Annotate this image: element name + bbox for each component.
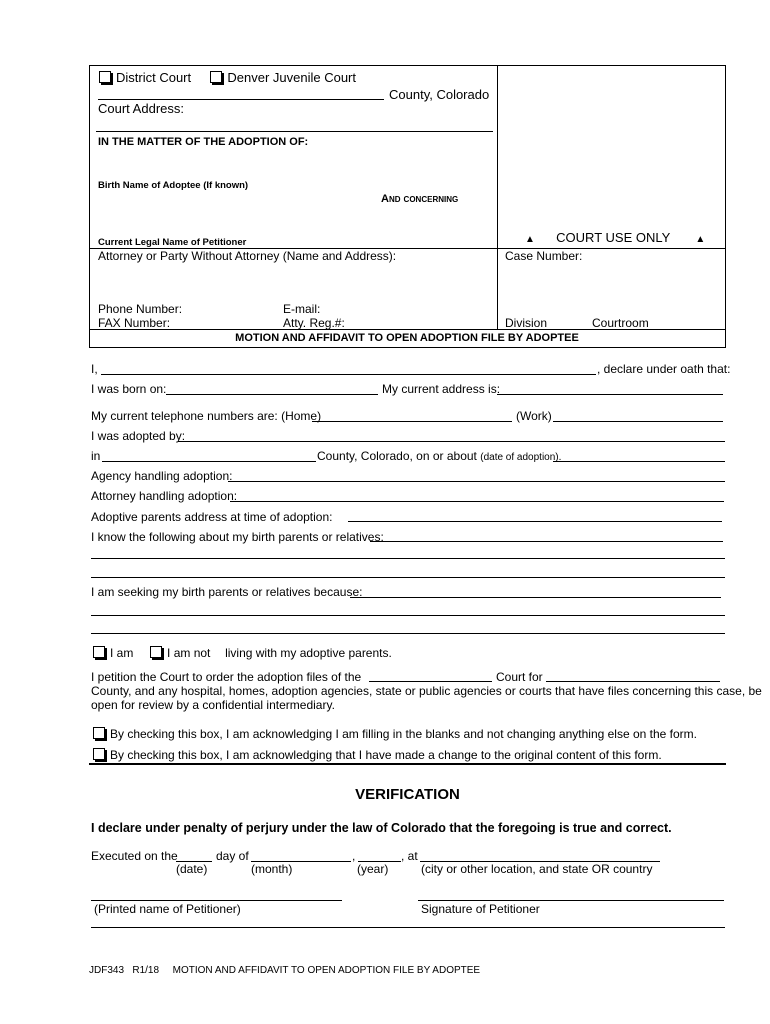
executed-on-label: Executed on the bbox=[91, 849, 178, 863]
phone-home-label: My current telephone numbers are: (Home) bbox=[91, 409, 322, 423]
case-number-label: Case Number: bbox=[505, 249, 583, 263]
caption-divider bbox=[497, 65, 498, 330]
verification-heading: VERIFICATION bbox=[355, 786, 460, 803]
court-address-label: Court Address: bbox=[98, 101, 184, 116]
signature-blank[interactable] bbox=[418, 900, 724, 901]
know-following-blank-1[interactable] bbox=[370, 541, 723, 542]
work-label: (Work) bbox=[516, 409, 552, 423]
county-on-or-about-text: County, Colorado, on or about bbox=[317, 449, 477, 463]
court-address-rule bbox=[96, 131, 493, 132]
i-prefix: I, bbox=[91, 362, 98, 376]
i-am-not-checkbox[interactable] bbox=[150, 646, 162, 658]
living-with-label: living with my adoptive parents. bbox=[225, 646, 392, 660]
know-following-blank-2[interactable] bbox=[91, 558, 725, 559]
courtroom-label: Courtroom bbox=[592, 316, 649, 330]
fax-number-label: FAX Number: bbox=[98, 316, 171, 330]
seeking-label: I am seeking my birth parents or relatives because: bbox=[91, 585, 363, 599]
petition-court-blank[interactable] bbox=[369, 681, 492, 682]
current-address-blank[interactable] bbox=[497, 394, 723, 395]
verification-bottom-rule bbox=[91, 927, 725, 928]
denver-juvenile-checkbox[interactable] bbox=[210, 71, 222, 83]
living-status-row bbox=[93, 646, 392, 660]
form-title: MOTION AND AFFIDAVIT TO OPEN ADOPTION FILE BY ADOPTEE bbox=[235, 332, 579, 344]
year-caption: (year) bbox=[357, 862, 389, 876]
printed-name-caption: (Printed name of Petitioner) bbox=[94, 902, 241, 916]
court-type-row bbox=[99, 70, 356, 85]
attorney-label: Attorney or Party Without Attorney (Name and Address): bbox=[98, 249, 397, 263]
court-use-only-row bbox=[525, 230, 705, 245]
signature-caption: Signature of Petitioner bbox=[421, 902, 540, 916]
born-on-blank[interactable] bbox=[166, 394, 378, 395]
phone-work-blank[interactable] bbox=[553, 421, 723, 422]
county-colorado-label: County, Colorado bbox=[389, 87, 490, 102]
declare-penalty: I declare under penalty of perjury under the law of Colorado that the foregoing is true and correct. bbox=[91, 821, 672, 835]
in-the-matter-heading: IN THE MATTER OF THE ADOPTION OF: bbox=[98, 136, 309, 148]
petition-line-1 bbox=[91, 670, 361, 684]
i-am-label: I am bbox=[110, 646, 134, 660]
adopted-by-blank[interactable] bbox=[178, 441, 725, 442]
date-caption: (date) bbox=[176, 862, 208, 876]
footer-title: MOTION AND AFFIDAVIT TO OPEN ADOPTION FILE BY ADOPTEE bbox=[172, 965, 481, 976]
court-use-only-label: COURT USE ONLY bbox=[556, 230, 671, 245]
ack-no-change-row bbox=[93, 727, 697, 741]
ack-no-change-checkbox[interactable] bbox=[93, 727, 105, 739]
adoptive-address-blank[interactable] bbox=[348, 521, 722, 522]
petition-county-blank[interactable] bbox=[546, 681, 720, 682]
denver-juvenile-label: Denver Juvenile Court bbox=[227, 70, 356, 85]
declare-oath-label: , declare under oath that: bbox=[597, 362, 731, 376]
ack-change-row bbox=[93, 748, 662, 762]
current-legal-name-label: Current Legal Name of Petitioner bbox=[98, 237, 247, 248]
city-caption: (city or other location, and state OR country bbox=[421, 862, 653, 876]
petition-text-1: I petition the Court to order the adoption files of the bbox=[91, 670, 362, 684]
county-blank[interactable] bbox=[98, 99, 384, 100]
court-for-label: Court for bbox=[496, 670, 543, 684]
day-of-label: day of bbox=[216, 849, 249, 863]
in-label: in bbox=[91, 449, 101, 463]
seeking-blank-1[interactable] bbox=[350, 597, 721, 598]
know-following-blank-3[interactable] bbox=[91, 577, 725, 578]
up-arrow-icon: ▲ bbox=[695, 234, 706, 245]
month-caption: (month) bbox=[251, 862, 293, 876]
adoption-county-blank[interactable] bbox=[102, 461, 316, 462]
district-court-label: District Court bbox=[116, 70, 192, 85]
current-address-label: My current address is: bbox=[382, 382, 501, 396]
at-label: , at bbox=[401, 849, 418, 863]
phone-home-blank[interactable] bbox=[312, 421, 512, 422]
caption-box bbox=[89, 65, 726, 348]
email-label: E-mail: bbox=[283, 302, 321, 316]
and-concerning-label: And concerning bbox=[381, 193, 459, 205]
phone-number-label: Phone Number: bbox=[98, 302, 183, 316]
seeking-blank-2[interactable] bbox=[91, 615, 725, 616]
footer-form-id: JDF343 R1/18 bbox=[89, 965, 160, 976]
ack-change-checkbox[interactable] bbox=[93, 748, 105, 760]
division-label: Division bbox=[505, 316, 548, 330]
adoptive-address-label: Adoptive parents address at time of adoption: bbox=[91, 510, 333, 524]
adoption-date-blank[interactable] bbox=[553, 461, 725, 462]
i-am-not-label: I am not bbox=[167, 646, 211, 660]
ack-no-change-label: By checking this box, I am acknowledging I am filling in the blanks and not changing anything else on the form. bbox=[110, 727, 698, 741]
seeking-blank-3[interactable] bbox=[91, 633, 725, 634]
attorney-handling-label: Attorney handling adoption: bbox=[91, 489, 238, 503]
ack-change-label: By checking this box, I am acknowledging that I have made a change to the original content of this form. bbox=[110, 748, 662, 762]
verification-separator bbox=[89, 763, 726, 765]
i-am-checkbox[interactable] bbox=[93, 646, 105, 658]
county-on-or-about-label bbox=[317, 449, 561, 463]
adopted-by-label: I was adopted by: bbox=[91, 429, 186, 443]
know-following-label: I know the following about my birth parents or relatives: bbox=[91, 530, 384, 544]
petition-text-2: County, and any hospital, homes, adoption agencies, state or public agencies or courts that have files concerning this case, be bbox=[91, 684, 762, 698]
printed-name-blank[interactable] bbox=[91, 900, 342, 901]
birth-name-label: Birth Name of Adoptee (If known) bbox=[98, 180, 249, 191]
atty-reg-label: Atty. Reg.#: bbox=[283, 316, 345, 330]
footer bbox=[89, 965, 480, 976]
declarant-name-blank[interactable] bbox=[101, 374, 596, 375]
up-arrow-icon: ▲ bbox=[525, 234, 535, 245]
born-on-label: I was born on: bbox=[91, 382, 167, 396]
petition-text-3: open for review by a confidential intermediary. bbox=[91, 698, 335, 712]
district-court-checkbox[interactable] bbox=[99, 71, 111, 83]
date-of-adoption-text: (date of adoption). bbox=[480, 452, 562, 463]
attorney-handling-blank[interactable] bbox=[230, 501, 724, 502]
comma-label: , bbox=[352, 849, 356, 863]
agency-blank[interactable] bbox=[228, 481, 725, 482]
agency-label: Agency handling adoption: bbox=[91, 469, 233, 483]
